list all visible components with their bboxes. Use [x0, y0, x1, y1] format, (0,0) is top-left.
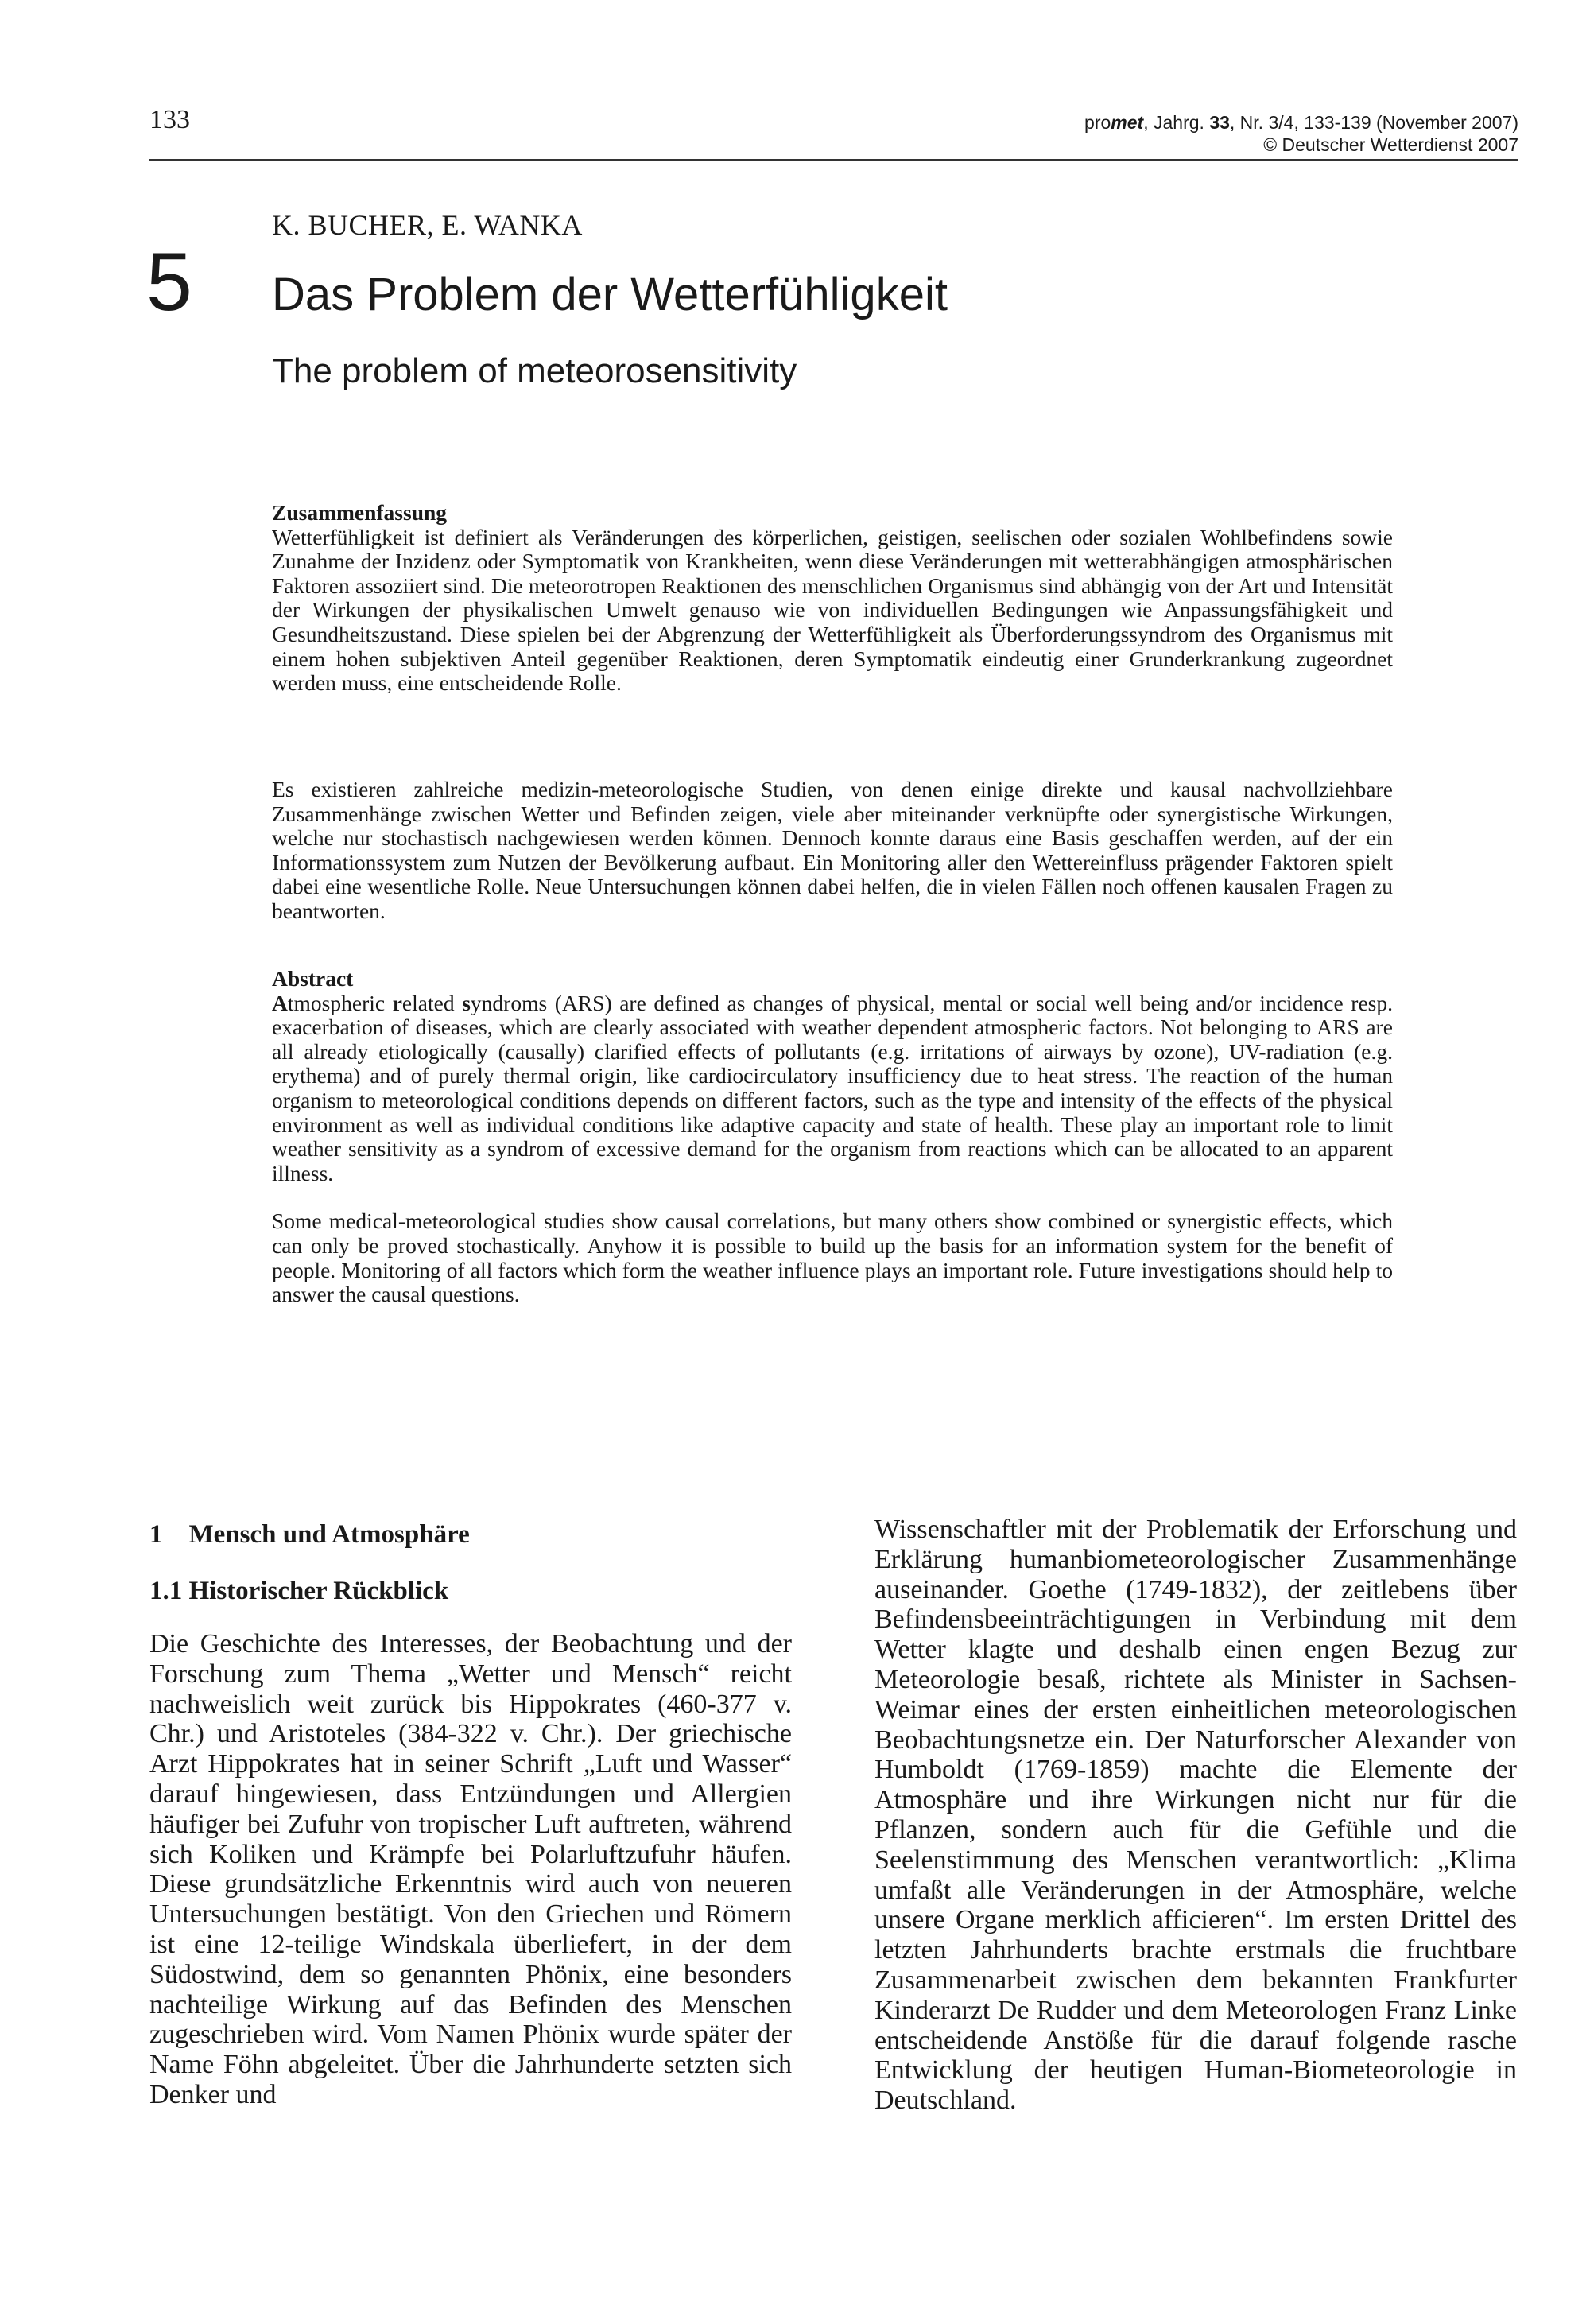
ars-word-atmospheric: tmospheric	[287, 990, 393, 1015]
journal-name-met: met	[1111, 112, 1144, 133]
body-column-right	[874, 1515, 1517, 2116]
journal-volume: 33	[1209, 112, 1230, 133]
zusammenfassung-section	[272, 501, 1393, 696]
zusammenfassung-paragraph-2: Es existieren zahlreiche medizin-meteorologische Studien, von denen einige direkte und kausal nachvollziehbare Zusammenhänge zwischen Wetter und Befinden zeigen, viele aber miteinander verknüpfte oder synergistische Wirkungen, welche nur stochastisch nachgewiesen werden können. Dennoch konnte daraus eine Basis geschaffen werden, auf der ein Informationssystem zum Nutzen der Bevölkerung aufbaut. Ein Monitoring aller den Wettereinfluss prägender Faktoren spielt dabei eine wesentliche Rolle. Neue Untersuchungen können dabei helfen, die in vielen Fällen noch offenen kausalen Fragen zu beantworten.	[272, 777, 1393, 923]
zusammenfassung-paragraph-1: Wetterfühligkeit ist definiert als Veränderungen des körperlichen, geistigen, seelischen oder sozialen Wohlbefindens sowie Zunahme der Inzidenz oder Symptomatik von Krankheiten, wenn diese Veränderungen mit wetterabhängigen atmosphärischen Faktoren assoziiert sind. Die meteorotropen Reaktionen des menschlichen Organismus sind abhängig von der Art und Intensität der Wirkungen der physikalischen Umwelt genauso wie von individuellen Bedingungen wie Anpassungsfähigkeit und Gesundheitszustand. Diese spielen bei der Abgrenzung der Wetterfühligkeit als Überforderungssyndrom des Organismus mit einem hohen subjektiven Anteil gegenüber Reaktionen, deren Symptomatik eindeutig einer Grunderkrankung zugeordnet werden muss, eine entscheidende Rolle.	[272, 524, 1393, 696]
abstract-paragraph-1-text: yndroms (ARS) are defined as changes of physical, mental or social well being and/or incidence resp. exacerbation of diseases, which are clearly associated with weather dependent atmospheric factors. Not belonging to ARS are all already etiologically (causally) clarified effects of pollutants (e.g. irritations of airways by ozone), UV-radiation (e.g. erythema) and of purely thermal origin, like cardiocirculatory insufficiency due to heat stress. The reaction of the human organism to meteorological conditions depends on different factors, such as the type and intensity of the effects of the physical environment as well as individual conditions like adaptive capacity and state of health. These play an important role to limit weather sensitivity as a syndrom of excessive demand for the organism from reactions which can be allocated to an apparent illness.	[272, 990, 1393, 1185]
journal-year-label: , Jahrg.	[1143, 112, 1210, 133]
page-number: 133	[149, 105, 190, 134]
zusammenfassung-heading: Zusammenfassung	[272, 500, 448, 525]
body-text-right: Wissenschaftler mit der Problematik der Erforschung und Erklärung humanbiometeorologischer Zusammenhänge auseinander. Goethe (1749-1832), der zeitlebens über Befindensbeeinträchtigungen in Verbindung mit dem Wetter klagte und deshalb einen engen Bezug zur Meteorologie besaß, richtete als Minister in Sachsen-Weimar eines der ersten einheitlichen meteorologischen Beobachtungsnetze ein. Der Naturforscher Alexander von Humboldt (1769-1859) machte die Elemente der Atmosphäre und ihre Wirkungen nicht nur für die Pflanzen, sondern auch für die Gefühle und die Seelenstimmung des Menschen verantwortlich: „Klima umfaßt alle Veränderungen in der Atmosphäre, welche unsere Organe merklich afficieren“. Im ersten Drittel des letzten Jahrhunderts brachte erstmals die fruchtbare Zusammenarbeit zwischen dem bekannten Frankfurter Kinderarzt De Rudder und dem Meteorologen Franz Linke entscheidende Anstöße für die darauf folgende rasche Entwicklung der heutigen Human-Biometeorologie in Deutschland.	[874, 1515, 1517, 2116]
abstract-heading: Abstract	[272, 966, 354, 991]
title-german: Das Problem der Wetterfühligkeit	[272, 269, 948, 320]
section-heading-1: 1 Mensch und Atmosphäre	[149, 1520, 470, 1549]
authors: K. BUCHER, E. WANKA	[272, 209, 583, 241]
title-english: The problem of meteorosensitivity	[272, 351, 797, 390]
ars-word-related: elated	[401, 990, 463, 1015]
abstract-paragraph-2: Some medical-meteorological studies show causal correlations, but many others show combined or synergistic effects, which can only be proved stochastically. Anyhow it is possible to build up the basis for an information system for the benefit of people. Monitoring of all factors which form the weather influence plays an important role. Future investigations should help to answer the causal questions.	[272, 1209, 1393, 1307]
abstract-section	[272, 967, 1393, 1307]
body-column-left	[149, 1515, 792, 2110]
chapter-number: 5	[146, 236, 192, 328]
journal-name-pro: pro	[1084, 112, 1111, 133]
section-heading-1-1: 1.1 Historischer Rückblick	[149, 1577, 449, 1605]
abstract-paragraph-1	[272, 991, 1393, 1186]
ars-letter-r: r	[392, 990, 402, 1015]
body-text-left: Die Geschichte des Interesses, der Beobachtung und der Forschung zum Thema „Wetter und Mensch“ reicht nachweislich weit zurück bis Hippokrates (460-377 v. Chr.) und Aristoteles (384-322 v. Chr.). Der griechische Arzt Hippokrates hat in seiner Schrift „Luft und Wasser“ darauf hingewiesen, dass Entzündungen und Allergien häufiger bei Zufuhr von tropischer Luft auftreten, während sich Koliken und Krämpfe bei Polarluftzufuhr häufen. Diese grundsätzliche Erkenntnis wird auch von neueren Untersuchungen bestätigt. Von den Griechen und Römern ist eine 12-teilige Windskala überliefert, in der dem Südostwind, dem so genannten Phönix, eine besonders nachteilige Wirkung auf das Befinden des Menschen zugeschrieben wird. Vom Namen Phönix wurde später der Name Föhn abgeleitet. Über die Jahrhunderte setzten sich Denker und	[149, 1629, 792, 2109]
ars-letter-s: s	[462, 990, 471, 1015]
copyright-line: © Deutscher Wetterdienst 2007	[1263, 134, 1518, 155]
ars-letter-a: A	[272, 990, 288, 1015]
header-rule	[149, 159, 1518, 161]
journal-citation	[1084, 111, 1518, 156]
zusammenfassung-paragraph-2-block	[272, 778, 1393, 924]
journal-line	[1084, 111, 1518, 134]
journal-issue-pages: , Nr. 3/4, 133-139 (November 2007)	[1229, 112, 1518, 133]
